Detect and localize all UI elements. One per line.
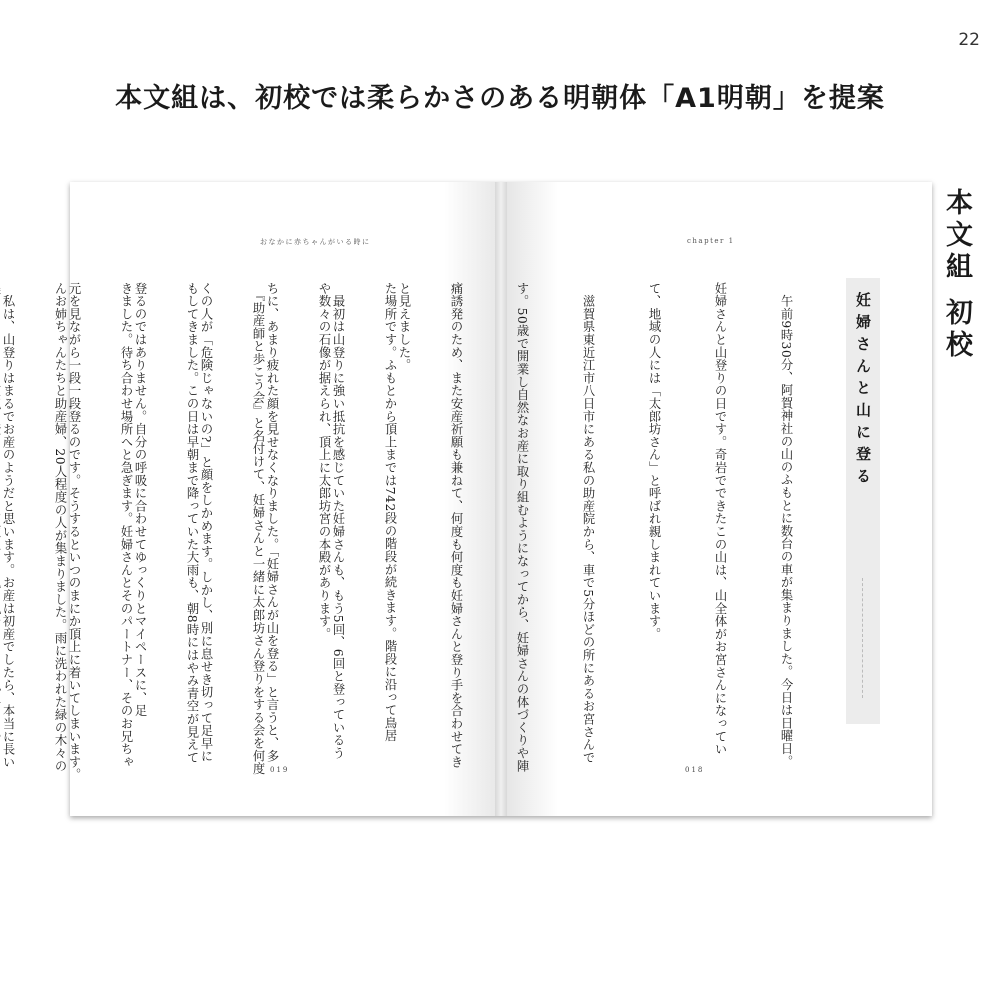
body-line: 最初は山登りに強い抵抗を感じていた妊婦さんも、もう5回、6回と登っているう [331, 282, 345, 760]
body-line: 滋賀県東近江市八日市にある私の助産院から、車で5分ほどの所にあるお宮さんで [581, 282, 595, 764]
body-line: 私は、山登りはまるでお産のようだと思います。お産は初産でしたら、本当に長い [1, 282, 15, 769]
body-line: て、地域の人には「太郎坊さん」と呼ばれ親しまれています。 [647, 282, 661, 641]
page-number: 22 [958, 30, 980, 50]
page-title: 本文組は、初校では柔らかさのある明朝体「A1明朝」を提案 [115, 83, 885, 114]
body-line: きました。待ち合わせ場所へと急ぎます。妊婦さんとそのパートナー、そのお兄ちゃ [119, 282, 133, 769]
body-line: 午前9時30分、阿賀神社の山のふもとに数台の車が集まりました。今日は日曜日。 [779, 282, 793, 768]
body-line: んお姉ちゃんたちと助産婦、20人程度の人が集まりました。雨に洗われた緑の木々の [53, 282, 67, 773]
side-label: 本文組 初校 [941, 188, 972, 363]
left-folio: 019 [270, 766, 290, 774]
body-line: 痛誘発のため、また安産祈願も兼ねて、何度も何度も妊婦さんと登り手を合わせてき [449, 282, 463, 769]
body-line [0, 282, 5, 742]
chapter-title: 妊婦さんと山に登る [854, 292, 872, 490]
chapter-title-rule [862, 578, 863, 698]
book-spread [1, 182, 932, 816]
body-line: す。50歳で開業し自然なお産に取り組むようになってから、妊婦さんの体づくりや陣 [515, 282, 529, 773]
left-running-head: おなかに赤ちゃんがいる時に [260, 238, 371, 246]
body-line: 『助産師と歩こう会』と名付けて、妊婦さんと一緒に太郎坊さん登りをする会を何度 [251, 282, 265, 776]
body-line: や数々の石像が据えられ、頂上に太郎坊宮の本殿があります。 [317, 282, 331, 641]
body-line: 登るのではありません。自分の呼吸に合わせてゆっくりとマイペースに、足 [133, 282, 147, 718]
right-running-head: chapter 1 [687, 237, 735, 245]
body-line: た場所です。ふもとから頂上までは742段の階段が続きます。階段に沿って鳥居 [383, 282, 397, 743]
chapter-title-box [846, 278, 880, 724]
body-line: と見えました。 [397, 282, 411, 372]
body-line: 妊婦さんと山登りの日です。奇岩でできたこの山は、山全体がお宮さんになってい [713, 282, 727, 756]
right-folio: 018 [685, 766, 705, 774]
body-line: 元を見ながら一段一段登るのです。そうするといつのまにか頂上に着いてしまいます。 [67, 282, 81, 782]
body-line: ちに、あまり疲れた顔を見せなくなりました。「妊婦さんが山を登る」と言うと、多 [265, 282, 279, 763]
body-line: くの人が「危険じゃないの?」と顔をしかめます。しかし、別に息せき切って足早に [199, 282, 213, 763]
body-line: もしてきました。この日は早朝まで降っていた大雨も、朝8時にはやみ青空が見えて [185, 282, 199, 764]
